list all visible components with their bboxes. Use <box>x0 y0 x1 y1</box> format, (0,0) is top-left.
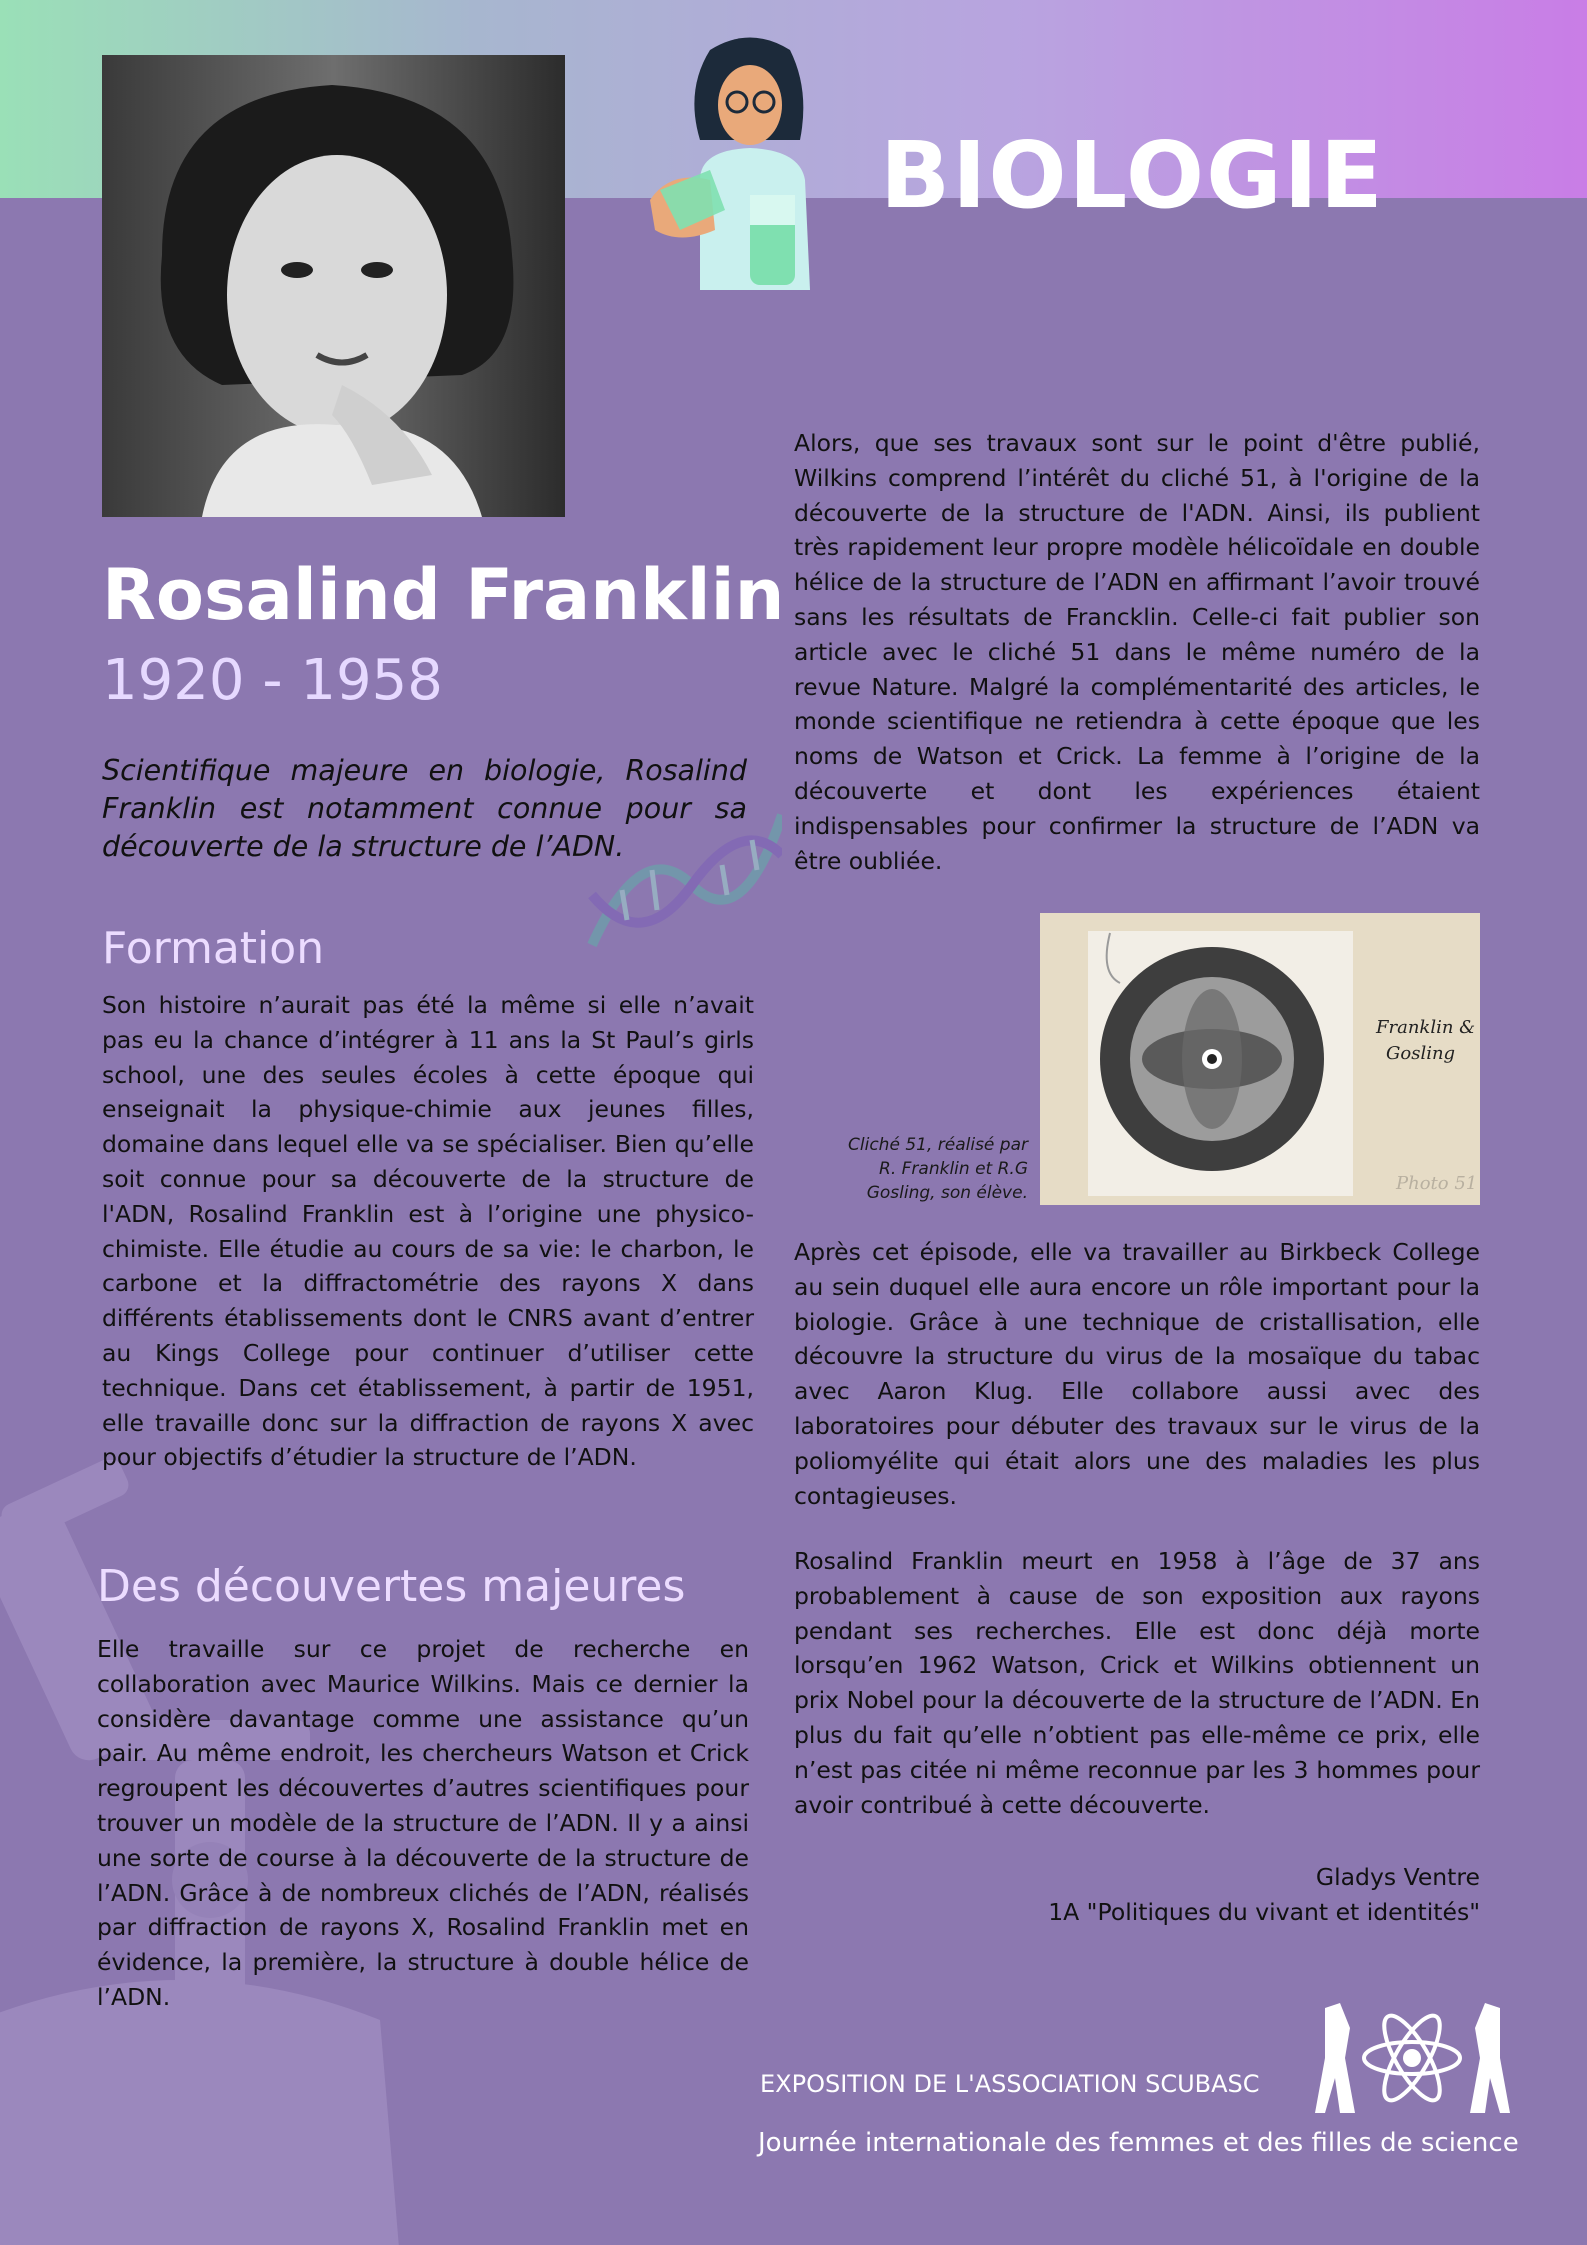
scientist-name: Rosalind Franklin <box>102 554 785 636</box>
footer-exposition: EXPOSITION DE L'ASSOCIATION SCUBASC <box>760 2070 1260 2098</box>
photo-51-handwriting-2: Gosling <box>1386 1043 1456 1064</box>
scientist-illustration <box>640 30 855 290</box>
life-years: 1920 - 1958 <box>102 648 443 713</box>
scubasc-logo <box>1315 1998 1510 2118</box>
formation-heading: Formation <box>102 923 325 974</box>
photo-51-caption <box>800 1133 1028 1205</box>
photo-51-image <box>1040 913 1480 1205</box>
caption-line: Gosling, son élève. <box>866 1183 1028 1203</box>
photo-51-handwriting-1: Franklin & <box>1376 1017 1476 1038</box>
footer-event: Journée internationale des femmes et des filles de science <box>758 2128 1519 2158</box>
section-title: BIOLOGIE <box>880 122 1385 229</box>
right-paragraph-2: Après cet épisode, elle va travailler au Birkbeck College au sein duquel elle aura encore un rôle important pour la biologie. Grâce à une technique de cristallisation, elle découvre la structure du virus de la mosaïque du tabac avec Aaron Klug. Elle collabore aussi avec des laboratoires pour débuter des travaux sur le virus de la poliomyélite qui était alors une des maladies les plus contagieuses. <box>794 1238 1480 1510</box>
intro-text: Scientifique majeure en biologie, Rosalind Franklin est notamment connue pour sa découverte de la structure de l’ADN. <box>102 754 747 863</box>
author-class: 1A "Politiques du vivant et identités" <box>1048 1898 1480 1926</box>
portrait-photo <box>102 55 565 517</box>
signature-block <box>1048 1860 1480 1930</box>
right-paragraph-3: Rosalind Franklin meurt en 1958 à l’âge de 37 ans probablement à cause de son exposition aux rayons pendant ses recherches. Elle est donc déjà morte lorsqu’en 1962 Watson, Crick et Wilkins obtiennent un prix Nobel pour la découverte de la structure de l’ADN. En plus du fait qu’elle n’obtient pas elle-même ce prix, elle n’est pas citée ni même reconnue par les 3 hommes pour avoir contribué à cette découverte. <box>794 1547 1480 1819</box>
dna-icon <box>582 795 782 955</box>
decouvertes-heading: Des découvertes majeures <box>97 1561 686 1612</box>
photo-51-handwriting-3: Photo 51 <box>1396 1173 1478 1194</box>
author-name: Gladys Ventre <box>1315 1863 1480 1891</box>
caption-line: R. Franklin et R.G <box>879 1159 1028 1179</box>
portrait-illustration <box>102 55 565 517</box>
right-paragraph-1: Alors, que ses travaux sont sur le point d'être publié, Wilkins comprend l’intérêt du cliché 51, à l'origine de la découverte de la structure de l'ADN. Ainsi, ils publient très rapidement leur propre modèle hélicoïdale en double hélice de la structure de l’ADN en affirmant l’avoir trouvé sans les résultats de Francklin. Celle-ci fait publier son article avec le cliché 51 dans le même numéro de la revue Nature. Malgré la complémentarité des articles, le monde scientifique ne retiendra à cette époque que les noms de Watson et Crick. La femme à l’origine de la découverte et dont les expériences étaient indispensables pour confirmer la structure de l’ADN va être oubliée. <box>794 429 1480 875</box>
photo-51-illustration <box>1040 913 1480 1205</box>
caption-line: Cliché 51, réalisé par <box>848 1135 1028 1155</box>
decouvertes-text: Elle travaille sur ce projet de recherche en collaboration avec Maurice Wilkins. Mais ce dernier la considère davantage comme une assistance qu’un pair. Au même endroit, les chercheurs Watson et Crick regroupent les découvertes d’autres scientifiques pour trouver un modèle de la structure de l’ADN. Il y a ainsi une sorte de course à la découverte de la structure de l’ADN. Grâce à de nombreux clichés de l’ADN, réalisés par diffraction de rayons X, Rosalind Franklin met en évidence, la première, la structure à double hélice de l’ADN. <box>97 1635 749 2011</box>
formation-text: Son histoire n’aurait pas été la même si elle n’avait pas eu la chance d’intégrer à 11 ans la St Paul’s girls school, une des seules écoles à cette époque qui enseignait la physique-chimie aux jeunes filles, domaine dans lequel elle va se spécialiser. Bien qu’elle soit connue pour sa découverte de la structure de l'ADN, Rosalind Franklin est à l’origine une physico-chimiste. Elle étudie au cours de sa vie: le charbon, le carbone et la diffractométrie des rayons X dans différents établissements dont le CNRS avant d’entrer au Kings College pour continuer d’utiliser cette technique. Dans cet établissement, à partir de 1951, elle travaille donc sur la diffraction de rayons X avec pour objectifs d’étudier la structure de l’ADN. <box>102 991 754 1472</box>
